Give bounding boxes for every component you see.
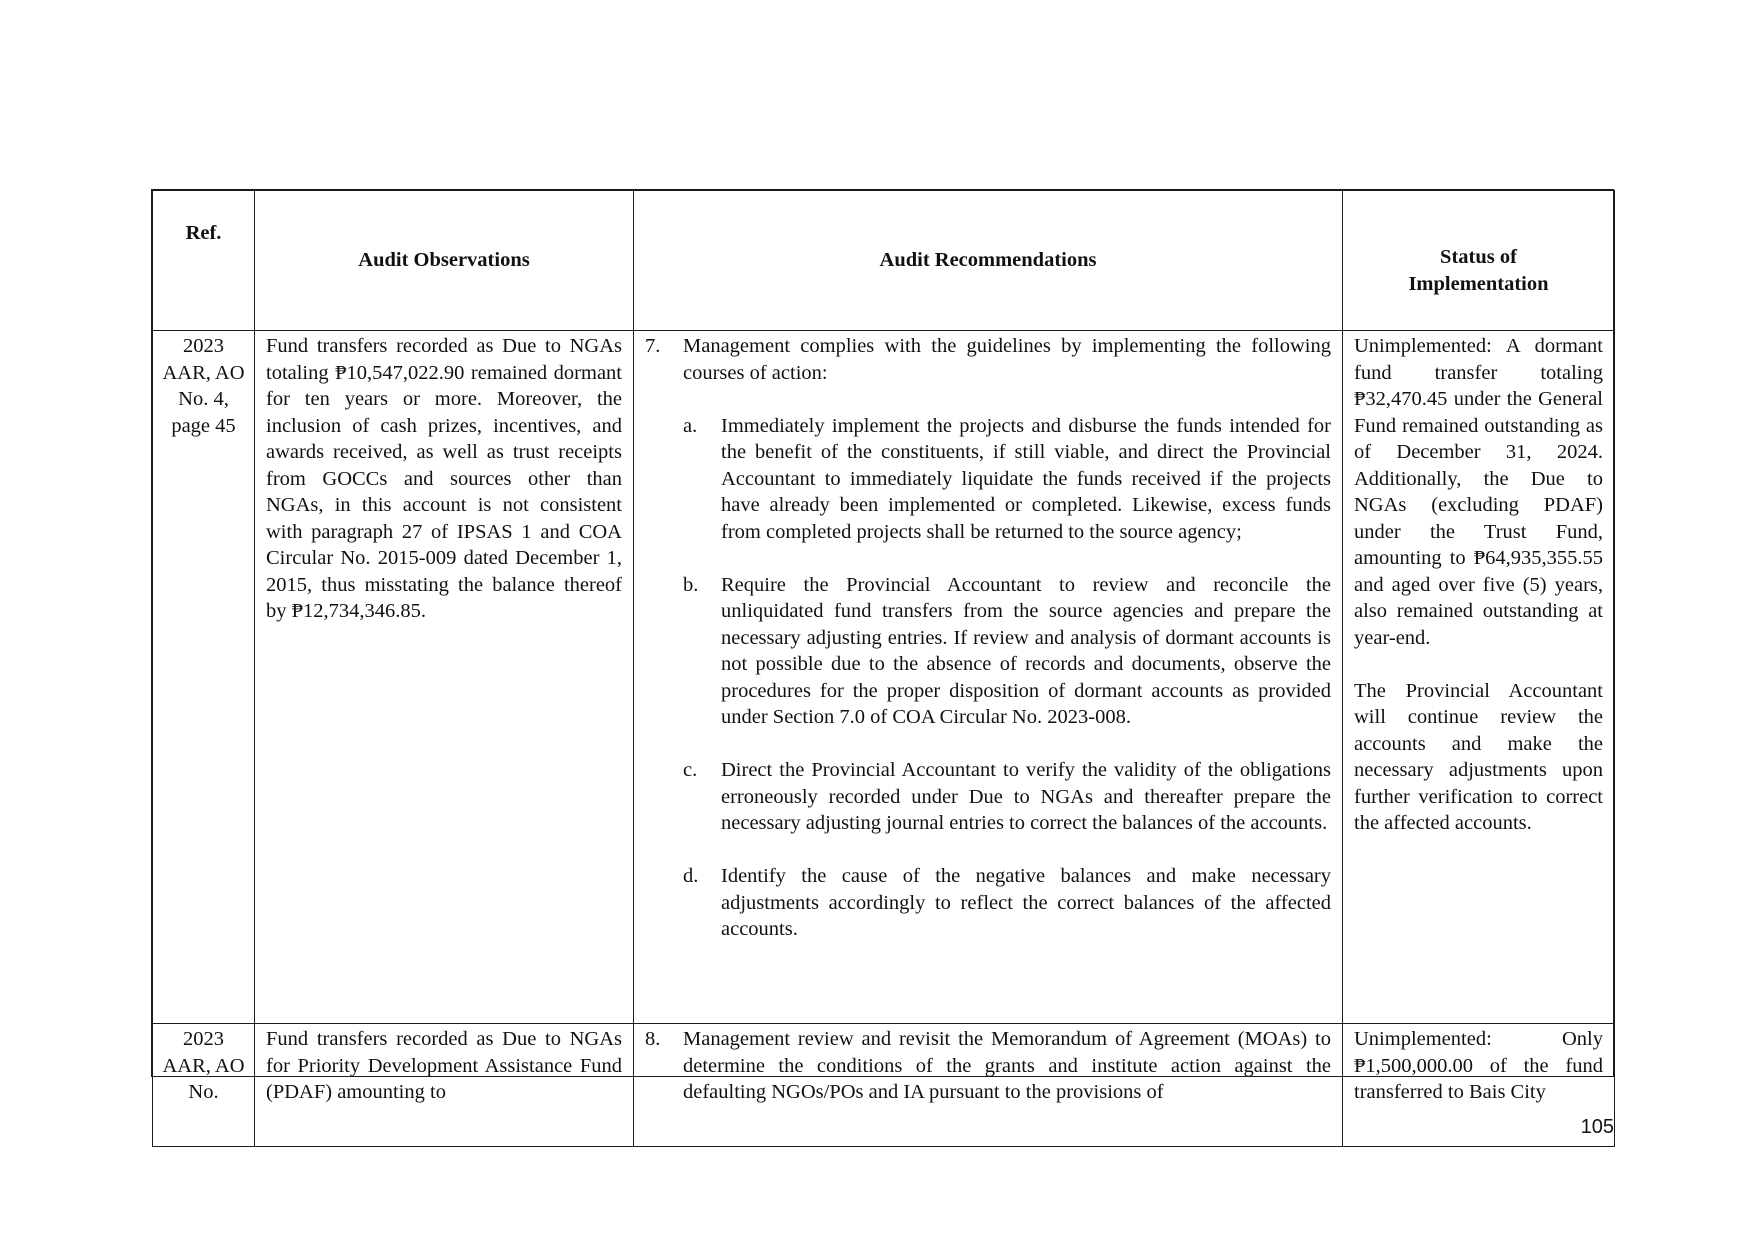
recommendation-main (645, 1026, 1331, 1106)
page-number: 105 (1580, 1116, 1614, 1138)
status-paragraph: The Provincial Accountant will continue review the accounts and make the necessary adjustments upon further verification to correct the affected accounts. (1354, 679, 1603, 834)
ref-cell: 2023 AAR, AO No. 4, page 45 (153, 331, 255, 1024)
recommendation-sub-item (683, 757, 1331, 837)
audit-table (152, 190, 1615, 1147)
sub-item-text: Direct the Provincial Accountant to verify the validity of the obligations erroneously recorded under Due to NGAs and thereafter prepare the necessary adjusting journal entries to correct the balances of the accounts. (721, 759, 1331, 834)
header-audit-recommendations: Audit Recommendations (634, 191, 1343, 331)
audit-recommendations-table (151, 189, 1614, 1103)
ref-cell: 2023 AAR, AO No. (153, 1024, 255, 1147)
header-status-of-implementation (1343, 191, 1615, 331)
sub-item-text: Require the Provincial Accountant to review and reconcile the unliquidated fund transfers from the source agencies and prepare the necessary adjusting entries. If review and analysis of dormant accounts is not possible due to the absence of records and documents, observe the procedures for the proper disposition of dormant accounts as provided under Section 7.0 of COA Circular No. 2023-008. (721, 573, 1331, 728)
recommendation-number: 8. (645, 1028, 661, 1050)
status-cell (1343, 331, 1615, 1024)
recommendation-main (645, 333, 1331, 386)
observation-cell: Fund transfers recorded as Due to NGAs for Priority Development Assistance Fund (PDAF) amounting to (255, 1024, 634, 1147)
recommendation-sub-item (683, 413, 1331, 546)
header-row (153, 191, 1615, 331)
recommendation-text: Management complies with the guidelines by implementing the following courses of action: (683, 335, 1331, 384)
observation-cell: Fund transfers recorded as Due to NGAs totaling ₱10,547,022.90 remained dormant for ten years or more. Moreover, the inclusion of cash prizes, incentives, and awards received, as well as trust receipts from GOCCs and sources other than NGAs, in this account is not consistent with paragraph 27 of IPSAS 1 and COA Circular No. 2015-009 dated December 1, 2015, thus misstating the balance thereof by ₱12,734,346.85. (255, 331, 634, 1024)
recommendation-sub-item (683, 863, 1331, 943)
header-status-line2: Implementation (1408, 272, 1549, 295)
recommendation-text: Management review and revisit the Memorandum of Agreement (MOAs) to determine the conditions of the grants and institute action against the defaulting NGOs/POs and IA pursuant to the provisions of (683, 1028, 1331, 1103)
recommendation-number: 7. (645, 335, 661, 357)
header-ref: Ref. (153, 191, 255, 331)
header-audit-observations: Audit Observations (255, 191, 634, 331)
table-row (153, 1024, 1615, 1147)
sub-item-letter: a. (683, 414, 698, 437)
recommendation-cell (634, 1024, 1343, 1147)
status-paragraph: Unimplemented: A dormant fund transfer totaling ₱32,470.45 under the General Fund remained outstanding as of December 31, 2024. Additionally, the Due to NGAs (excluding PDAF) under the Trust Fund, amounting to ₱64,935,355.55 and aged over five (5) years, also remained outstanding at year-end. (1354, 335, 1603, 649)
recommendation-sub-item (683, 572, 1331, 731)
sub-item-text: Identify the cause of the negative balances and make necessary adjustments accordingly to reflect the correct balances of the affected accounts. (721, 865, 1331, 940)
sub-item-letter: d. (683, 865, 699, 887)
sub-item-text: Immediately implement the projects and disburse the funds intended for the benefit of the constituents, if still viable, and direct the Provincial Accountant to immediately liquidate the funds received if the projects have already been implemented or completed. Likewise, excess funds from completed projects shall be returned to the source agency; (721, 414, 1331, 543)
header-status-line1: Status of (1440, 246, 1517, 268)
recommendation-cell (634, 331, 1343, 1024)
table-row (153, 331, 1615, 1024)
sub-item-letter: b. (683, 573, 699, 596)
status-paragraph: Unimplemented: Only ₱1,500,000.00 of the fund transferred to Bais City (1354, 1028, 1603, 1103)
sub-item-letter: c. (683, 759, 698, 781)
